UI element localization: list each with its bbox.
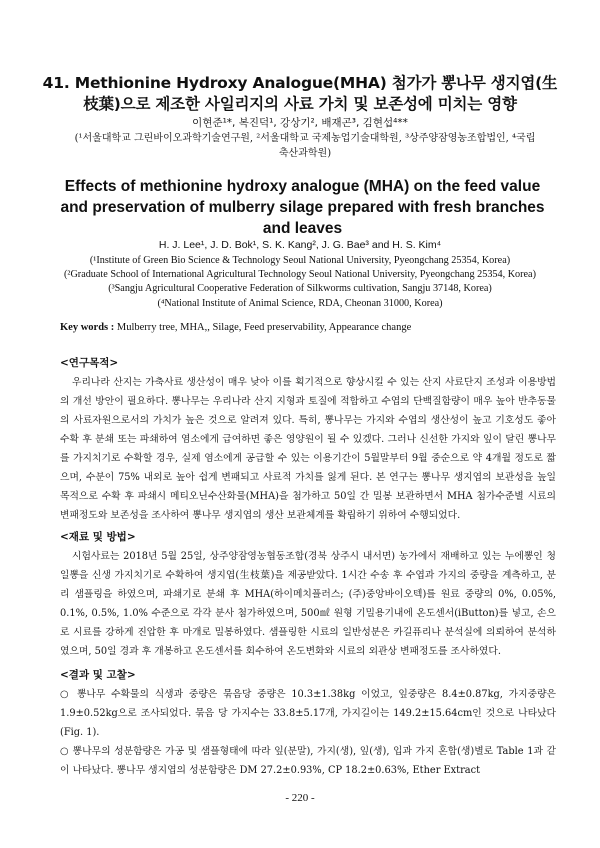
affiliation-line: (³Sangju Agricultural Cooperative Federation of Silkworms cultivation, Sangju 37148, Korea): [108, 283, 492, 295]
title-korean: 41. Methionine Hydroxy Analogue(MHA) 첨가가 뽕나무 생지엽(生枝葉)으로 제조한 사일리지의 사료 가치 및 보존성에 미치는 영향: [42, 74, 558, 113]
affiliations-korean: (¹서울대학교 그린바이오과학기술연구원, ²서울대학교 국제농업기술대학원, ³상주양잠영농조합법인, ⁴국립축산과학원): [74, 133, 536, 159]
section-heading: <연구목적>: [60, 357, 119, 369]
affiliations-english: [40, 254, 560, 311]
section-body: 우리나라 산지는 가축사료 생산성이 매우 낮아 이를 획기적으로 향상시킬 수 있는 산지 사료단지 조성과 이용방법의 개선 방안이 필요하다. 뽕나무는 우리나라 산지 지형과 토질에 적합하고 수엽의 단백질함량이 매우 높아 반추동물의 사료자원으로서의 가치가 높은 것으로 알려져 있다. 특히, 뽕나무는 가지와 수엽의 생산성이 높고 기호성도 좋아 수확 후 분쇄 또는 파쇄하여 염소에게 급여하면 좋은 영양원이 될 수 있겠다. 그러나 신선한 가지와 잎이 달린 뽕나무를 가지치기로 수확할 경우, 실제 염소에게 공급할 수 있는 이용기간이 5월말부터 9월 중순으로 약 4개월 정도로 짧으며, 수분이 75% 내외로 높아 쉽게 변패되고 사료적 가치를 잃게 된다. 본 연구는 뽕나무 생지엽의 보관성을 높일 목적으로 수확 후 파쇄시 메티오닌수산화물(MHA)을 첨가하고 50일 간 밀봉 보관하면서 MHA 첨가수준별 시료의 변패정도와 보존성을 조사하여 뽕나무 생지엽의 생산 보관체계를 확립하기 위하여 수행되었다.: [60, 377, 556, 521]
section-body: ○ 뽕나무 수확물의 식생과 중량은 묶음당 중량은 10.3±1.38kg 이었고, 잎중량은 8.4±0.87kg, 가지중량은 1.9±0.52kg으로 조사되었다. 묶음 당 가지수는 33.8±5.17개, 가지길이는 149.2±15.64cm인 것으로 나타났다(Fig. 1).: [60, 689, 556, 738]
section-heading: <재료 및 방법>: [60, 531, 136, 543]
affiliation-line: (⁴National Institute of Animal Science, RDA, Cheonan 31000, Korea): [157, 297, 443, 309]
section-body: ○ 뽕나무의 성분함량은 가공 및 샘플형태에 따라 잎(분말), 가지(생), 잎(생), 입과 가지 혼합(생)별로 Table 1과 같이 나타났다. 뽕나무 생지엽의 성분함량은 DM 27.2±0.93%, CP 18.2±0.63%, Ether Extract: [60, 746, 556, 776]
authors-korean: 이현준¹*, 복진덕¹, 강상기², 배재곤³, 김현섭⁴**: [192, 117, 408, 129]
page-number: - 220 -: [285, 792, 315, 804]
affiliation-line: (²Graduate School of International Agricultural Technology Seoul National University, Pyeongchang 25354, Korea): [64, 269, 536, 281]
section-objective: [60, 354, 556, 525]
keywords: [60, 322, 560, 333]
section-body: 시험사료는 2018년 5월 25일, 상주양잠영농협동조합(경북 상주시 내서면) 농가에서 재배하고 있는 누에뽕인 청일뽕을 신생 가지치기로 수확하여 생지엽(生枝葉)을 제공받았다. 1시간 수송 후 수엽과 가지의 중량을 계측하고, 분리 샘플링을 하였으며, 파쇄기로 분쇄 후 MHA(하이메치플러스; (주)중앙바이오텍)를 원료 중량의 0%, 0.05%, 0.1%, 0.5%, 1.0% 수준으로 각각 분사 첨가하였으며, 500㎖ 원형 기밀용기내에 온도센서(iButton)를 넣고, 손으로 시료를 강하게 진압한 후 마개로 밀봉하였다. 샘플링한 시료의 일반성분은 카길퓨리나 분석실에 의뢰하여 분석하였으며, 50일 경과 후 개봉하고 온도센서를 회수하여 온도변화와 시료의 외관상 변패정도를 조사하였다.: [60, 551, 556, 657]
section-heading: <결과 및 고찰>: [60, 669, 136, 681]
section-methods: [60, 528, 556, 661]
keywords-label: Key words :: [60, 322, 115, 333]
keywords-list: Mulberry tree, MHA,, Silage, Feed preservability, Appearance change: [114, 322, 412, 333]
authors-english: H. J. Lee¹, J. D. Bok¹, S. K. Kang², J. G. Bae³ and H. S. Kim⁴: [158, 239, 442, 251]
section-results: [60, 666, 556, 780]
title-english: Effects of methionine hydroxy analogue (MHA) on the feed value and preservation of mulberry silage prepared with fresh branches and leaves: [60, 178, 545, 237]
affiliation-line: (¹Institute of Green Bio Science & Technology Seoul National University, Pyeongchang 25354, Korea): [89, 255, 511, 266]
